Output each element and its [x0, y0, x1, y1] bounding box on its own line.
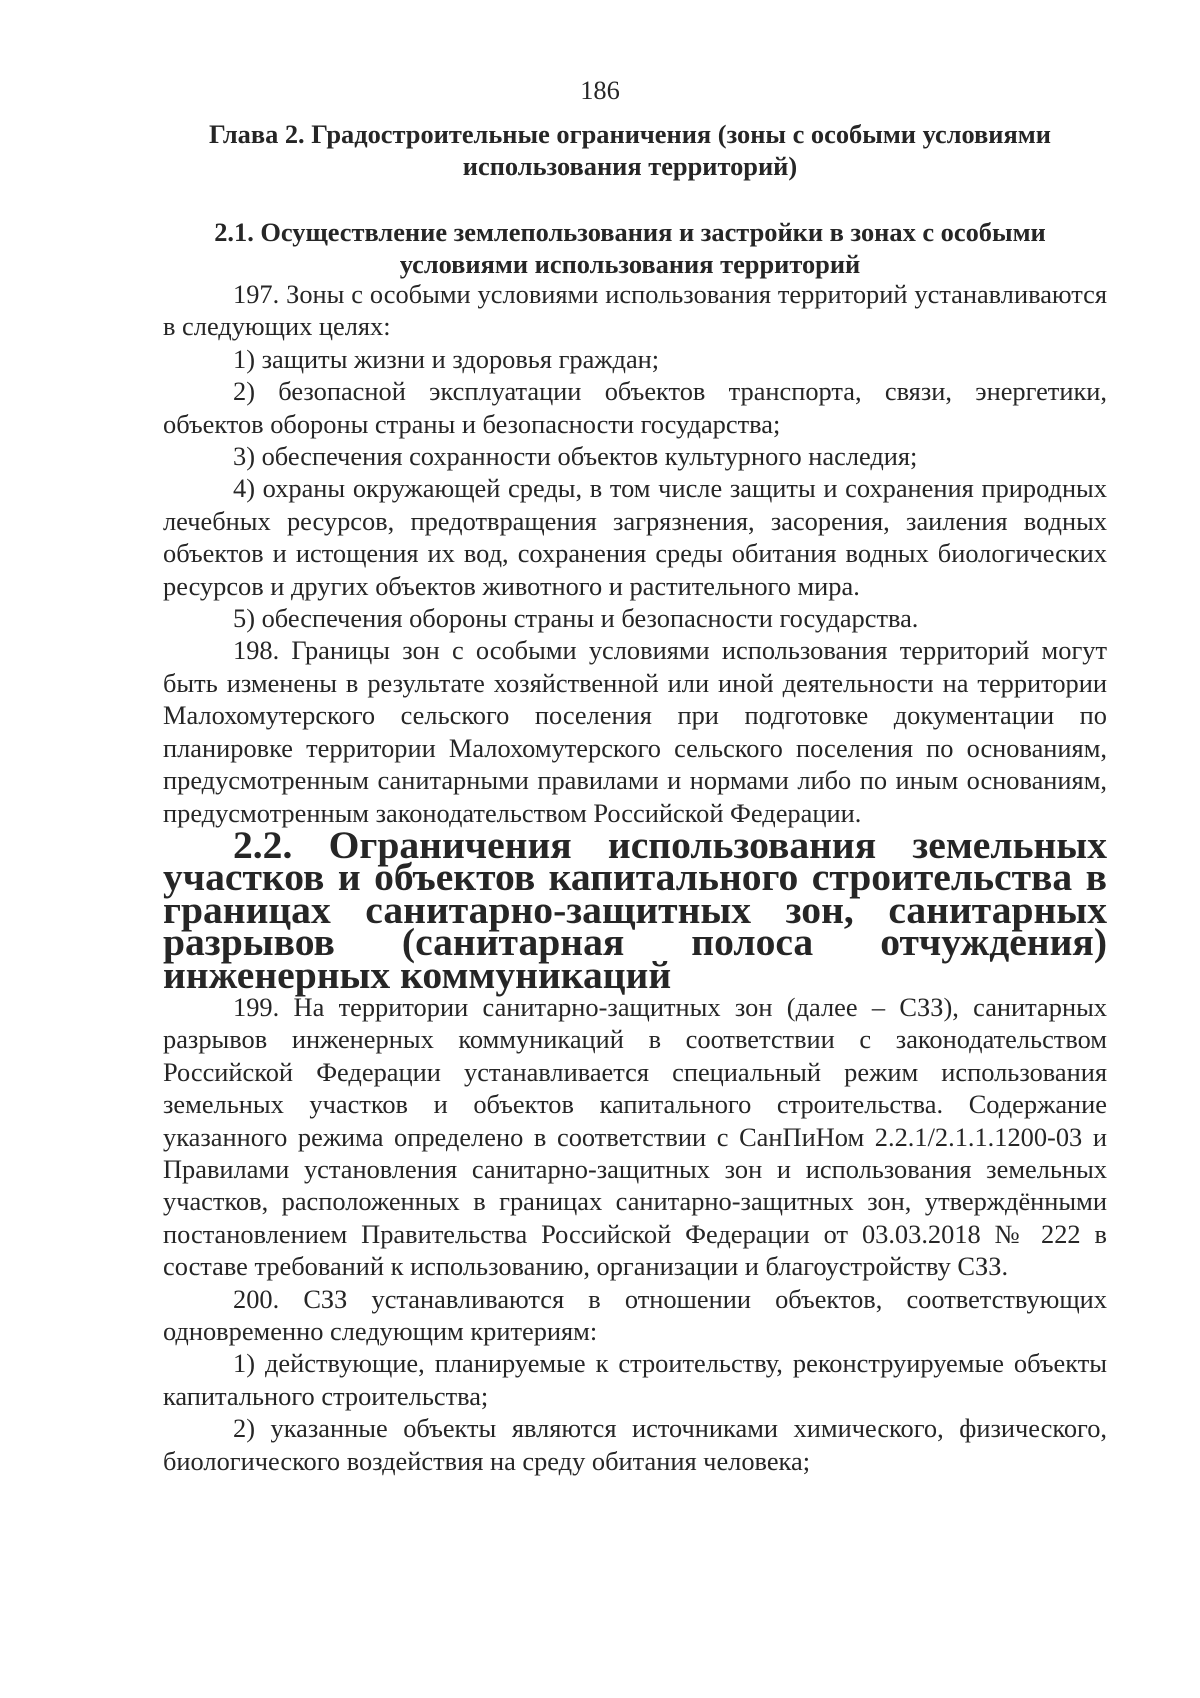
list-item-1: 1) защиты жизни и здоровья граждан; [233, 343, 660, 374]
list-item-2: 2) безопасной эксплуатации объектов транспорта, связи, энергетики, объектов обороны страны и безопасности государства; [163, 376, 1107, 439]
list-item-5: 5) обеспечения обороны страны и безопасности государства. [233, 603, 919, 634]
section-title-2-1: 2.1. Осуществление землепользования и застройки в зонах с особыми условиями использования территорий [214, 217, 1046, 280]
paragraph-198: 198. Границы зон с особыми условиями использования территорий могут быть изменены в результате хозяйственной или иной деятельности на территории Малохомутерского сельского поселения при подготовке документации по планировке территории Малохомутерского сельского поселения по основаниям, предусмотренным санитарными правилами и нормами либо по иным основаниям, предусмотренным законодательством Российской Федерации. [163, 635, 1107, 828]
criteria-item-2: 2) указанные объекты являются источниками химического, физического, биологического воздействия на среду обитания человека; [163, 1413, 1107, 1476]
paragraph-197: 197. Зоны с особыми условиями использования территорий устанавливаются в следующих целях: [163, 279, 1107, 342]
list-item-4: 4) охраны окружающей среды, в том числе защиты и сохранения природных лечебных ресурсов, предотвращения загрязнения, засорения, заиления водных объектов и истощения их вод, сохранения среды обитания водных биологических ресурсов и других объектов животного и растительного мира. [163, 473, 1107, 601]
chapter-title: Глава 2. Градостроительные ограничения (зоны с особыми условиями использования территорий) [209, 119, 1051, 182]
section-title-2-2: 2.2. Ограничения использования земельных участков и объектов капитального строительства в границах санитарно-защитных зон, санитарных разрывов (санитарная полоса отчуждения) инженерных коммуникаций [163, 822, 1107, 997]
paragraph-200: 200. СЗЗ устанавливаются в отношении объектов, соответствующих одновременно следующим критериям: [163, 1283, 1107, 1346]
document-body [163, 278, 1107, 1477]
list-item-3: 3) обеспечения сохранности объектов культурного наследия; [233, 441, 918, 472]
page-number: 186 [580, 75, 620, 105]
criteria-item-1: 1) действующие, планируемые к строительству, реконструируемые объекты капитального строительства; [163, 1348, 1107, 1411]
paragraph-199: 199. На территории санитарно-защитных зон (далее – СЗЗ), санитарных разрывов инженерных коммуникаций в соответствии с законодательством Российской Федерации устанавливается специальный режим использования земельных участков и объектов капитального строительства. Содержание указанного режима определено в соответствии с СанПиНом 2.2.1/2.1.1.1200-03 и Правилами установления санитарно-защитных зон и использования земельных участков, расположенных в границах санитарно-защитных зон, утверждёнными постановлением Правительства Российской Федерации от 03.03.2018 № 222 в составе требований к использованию, организации и благоустройству СЗЗ. [163, 991, 1107, 1282]
